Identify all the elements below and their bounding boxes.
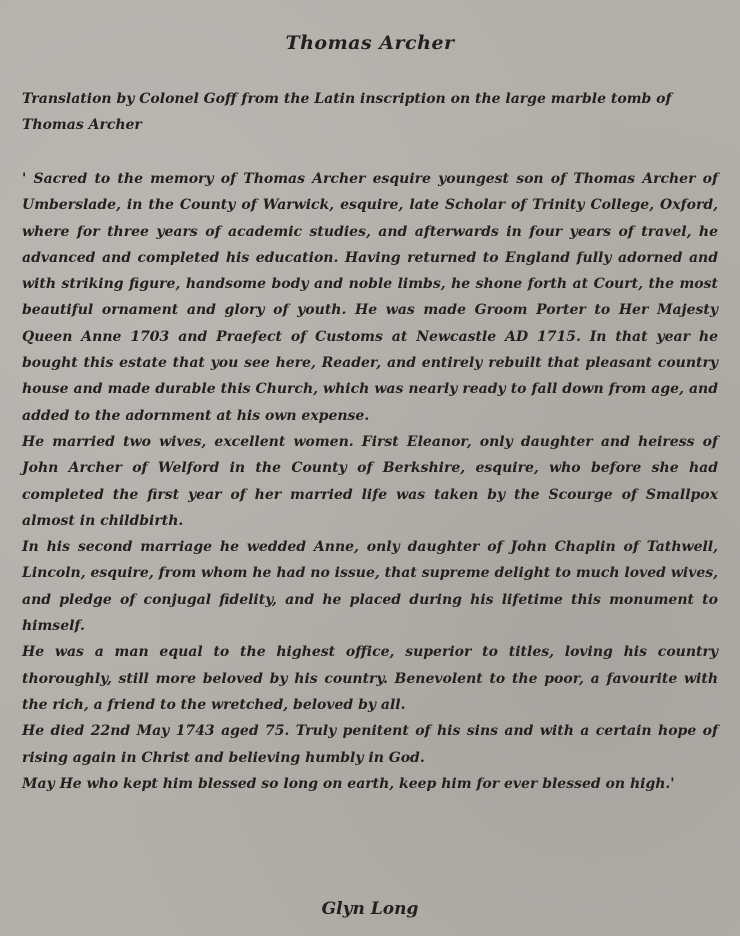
inscription-paragraph-3: In his second marriage he wedded Anne, only daughter of John Chaplin of Tathwell, Lincoln, esquire, from whom he had no issue, that supreme delight to much loved wives, and pledge of conjugal fidelity, and he placed during his lifetime this monument to himself. xyxy=(22,539,718,635)
inscription-paragraph-2: He married two wives, excellent women. First Eleanor, only daughter and heiress of John Archer of Welford in the County of Berkshire, esquire, who before she had completed the first year of her married life was taken by the Scourge of Smallpox almost in childbirth. xyxy=(22,433,718,529)
inscription-paragraph-4: He was a man equal to the highest office, superior to titles, loving his country thoroughly, still more beloved by his country. Benevolent to the poor, a favourite with the rich, a friend to the wretched, beloved by all. xyxy=(22,644,718,713)
inscription-paragraph-6: May He who kept him blessed so long on earth, keep him for ever blessed on high.' xyxy=(22,775,675,792)
page-title: Thomas Archer xyxy=(285,32,455,54)
inscription-text xyxy=(22,166,718,797)
translation-note: Translation by Colonel Goff from the Latin inscription on the large marble tomb of Thomas Archer xyxy=(22,91,672,133)
author-signature: Glyn Long xyxy=(321,899,419,919)
inscription-paragraph-1: ' Sacred to the memory of Thomas Archer esquire youngest son of Thomas Archer of Umberslade, in the County of Warwick, esquire, late Scholar of Trinity College, Oxford, where for three years of academic studies, and afterwards in four years of travel, he advanced and completed his education. Having returned to England fully adorned and with striking figure, handsome body and noble limbs, he shone forth at Court, the most beautiful ornament and glory of youth. He was made Groom Porter to Her Majesty Queen Anne 1703 and Praefect of Customs at Newcastle AD 1715. In that year he bought this estate that you see here, Reader, and entirely rebuilt that pleasant country house and made durable this Church, which was nearly ready to fall down from age, and added to the adornment at his own expense. xyxy=(22,171,718,424)
inscription-paragraph-5: He died 22nd May 1743 aged 75. Truly penitent of his sins and with a certain hope of rising again in Christ and believing humbly in God. xyxy=(22,723,718,766)
